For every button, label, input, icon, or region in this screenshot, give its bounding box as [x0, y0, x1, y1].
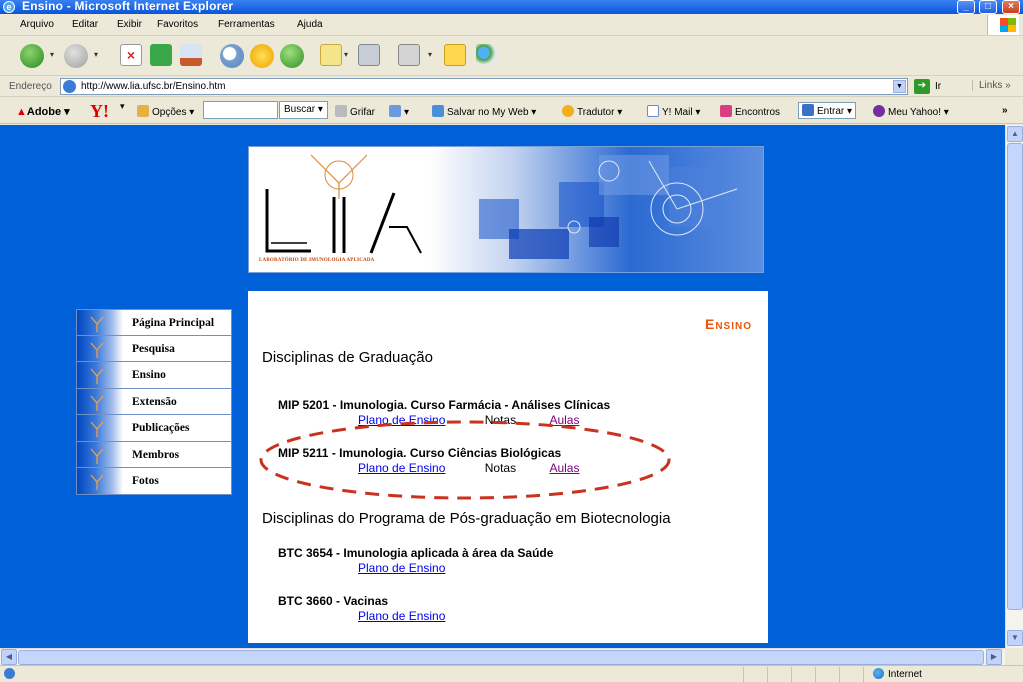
course-title: MIP 5201 - Imunologia. Curso Farmácia - Análises Clínicas	[278, 398, 611, 412]
forward-dropdown-icon[interactable]: ▾	[94, 50, 99, 59]
antibody-icon	[77, 362, 123, 388]
banner-caption: LABORATÓRIO DE IMUNOLOGIA APLICADA	[259, 258, 375, 263]
notas-label: Notas	[484, 461, 517, 475]
folder-icon[interactable]	[444, 44, 466, 66]
vertical-scrollbar[interactable]	[1005, 125, 1023, 648]
horizontal-scrollbar[interactable]	[0, 648, 1005, 665]
globe-icon	[873, 668, 884, 679]
edit-icon[interactable]	[398, 44, 420, 66]
menu-favoritos[interactable]: Favoritos	[157, 19, 199, 30]
print-icon[interactable]	[358, 44, 380, 66]
nav-label: Ensino	[132, 369, 166, 381]
refresh-icon[interactable]	[150, 44, 172, 66]
page-icon	[63, 80, 76, 93]
address-dropdown-icon[interactable]: ▼	[893, 80, 906, 93]
plano-de-ensino-link[interactable]: Plano de Ensino	[358, 413, 446, 427]
ie-icon: e	[3, 1, 15, 13]
antibody-icon	[77, 442, 123, 468]
vertical-scroll-thumb[interactable]	[1007, 143, 1023, 610]
course-links	[358, 461, 579, 475]
address-input[interactable]	[81, 80, 861, 93]
grifar-menu-button[interactable]: ▾	[389, 105, 409, 118]
go-arrow-icon[interactable]: ➔	[914, 79, 930, 94]
zone-indicator: Internet	[873, 668, 922, 680]
signin-icon	[802, 104, 814, 116]
translator-icon	[562, 105, 574, 117]
menu-exibir[interactable]: Exibir	[117, 19, 143, 30]
menu-editar[interactable]: Editar	[72, 19, 99, 30]
content-panel	[248, 291, 768, 643]
highlighter-icon	[335, 105, 347, 117]
home-icon[interactable]	[180, 44, 202, 66]
lia-banner	[248, 146, 764, 273]
address-field[interactable]	[60, 78, 908, 95]
mail-icon[interactable]	[320, 44, 342, 66]
yahoo-toolbar	[0, 97, 1023, 124]
favorites-icon[interactable]	[250, 44, 274, 68]
scroll-down-icon[interactable]: ▼	[1007, 630, 1023, 646]
toolbar-overflow-button[interactable]: »	[1002, 105, 1008, 116]
antibody-icon	[77, 310, 123, 335]
messenger-icon[interactable]	[476, 44, 498, 66]
nav-label: Pesquisa	[132, 342, 175, 355]
plano-de-ensino-link[interactable]: Plano de Ensino	[358, 609, 446, 623]
go-button[interactable]: Ir	[935, 81, 942, 92]
back-dropdown-icon[interactable]: ▾	[50, 50, 55, 59]
window-title: Ensino - Microsoft Internet Explorer	[22, 0, 234, 13]
menu-arquivo[interactable]: Arquivo	[20, 19, 54, 30]
course-title: BTC 3654 - Imunologia aplicada à área da Saúde	[278, 546, 554, 560]
status-bar	[0, 665, 1023, 682]
nav-label: Página Principal	[132, 317, 215, 329]
search-icon[interactable]	[220, 44, 244, 68]
menu-bar	[0, 14, 1023, 36]
antibody-icon	[77, 389, 123, 415]
yahoo-search-input[interactable]	[203, 101, 278, 119]
windows-logo-icon	[987, 15, 1019, 35]
edit-dropdown-icon[interactable]: ▾	[428, 50, 433, 59]
nav-item-pagina-principal[interactable]	[76, 309, 232, 336]
page-status-icon	[4, 668, 15, 679]
address-label: Endereço	[9, 81, 52, 92]
minimize-button[interactable]: _	[957, 0, 975, 14]
nav-item-ensino[interactable]	[76, 362, 232, 389]
envelope-icon	[647, 105, 659, 117]
antibody-icon	[77, 415, 123, 441]
address-bar	[0, 77, 1023, 97]
course-links	[358, 561, 445, 575]
meu-yahoo-button[interactable]: Meu Yahoo! ▾	[873, 105, 949, 118]
heart-icon	[720, 105, 732, 117]
links-button[interactable]: Links »	[972, 80, 1011, 91]
opcoes-button[interactable]: Opções ▾	[137, 105, 194, 118]
forward-icon[interactable]	[64, 44, 88, 68]
aulas-link[interactable]: Aulas	[549, 413, 580, 427]
adobe-button[interactable]: ▲Adobe ▾	[16, 106, 70, 118]
nav-item-membros[interactable]	[76, 442, 232, 469]
history-icon[interactable]	[280, 44, 304, 68]
salvar-button[interactable]: Salvar no My Web ▾	[432, 105, 536, 118]
menu-ajuda[interactable]: Ajuda	[297, 19, 323, 30]
section-title: Ensino	[704, 316, 752, 332]
plano-de-ensino-link[interactable]: Plano de Ensino	[358, 561, 446, 575]
back-icon[interactable]	[20, 44, 44, 68]
nav-label: Membros	[132, 448, 180, 461]
course-links	[358, 609, 445, 623]
scroll-right-icon[interactable]: ▶	[986, 649, 1002, 665]
nav-item-pesquisa[interactable]	[76, 336, 232, 363]
entrar-button[interactable]: Entrar ▾	[798, 102, 856, 119]
save-icon	[432, 105, 444, 117]
pencil-icon	[137, 105, 149, 117]
mail-button[interactable]: Y! Mail ▾	[647, 105, 700, 118]
scroll-up-icon[interactable]: ▲	[1007, 126, 1023, 142]
scroll-left-icon[interactable]: ◀	[1, 649, 17, 665]
buscar-button[interactable]: Buscar ▾	[279, 101, 328, 119]
horizontal-scroll-thumb[interactable]	[18, 650, 984, 665]
yahoo-dropdown-icon[interactable]: ▾	[120, 101, 125, 111]
encontros-button[interactable]: Encontros	[720, 105, 780, 118]
mail-dropdown-icon[interactable]: ▾	[344, 50, 349, 59]
lia-logo-icon	[249, 147, 764, 273]
posgrad-heading: Disciplinas do Programa de Pós-graduação em Biotecnologia	[262, 510, 671, 527]
nav-label: Fotos	[132, 475, 159, 487]
stop-icon[interactable]: ×	[120, 44, 142, 66]
grifar-button[interactable]: Grifar	[335, 105, 375, 118]
nav-label: Publicações	[132, 422, 190, 434]
nav-label: Extensão	[132, 395, 177, 408]
nav-item-extensao[interactable]	[76, 389, 232, 416]
side-nav	[76, 309, 232, 495]
page-viewport	[0, 125, 1005, 648]
tradutor-button[interactable]: Tradutor ▾	[562, 105, 622, 118]
graduacao-heading: Disciplinas de Graduação	[262, 349, 433, 366]
antibody-icon	[77, 336, 123, 362]
title-bar	[0, 0, 1023, 14]
maximize-button[interactable]: □	[979, 0, 997, 14]
course-title: BTC 3660 - Vacinas	[278, 594, 389, 608]
standard-toolbar	[0, 36, 1023, 76]
menu-ferramentas[interactable]: Ferramentas	[218, 19, 275, 30]
aulas-link[interactable]: Aulas	[549, 461, 580, 475]
toolbar-menu-icon	[389, 105, 401, 117]
my-yahoo-icon	[873, 105, 885, 117]
course-title: MIP 5211 - Imunologia. Curso Ciências Biológicas	[278, 446, 562, 460]
nav-item-fotos[interactable]	[76, 468, 232, 495]
course-links	[358, 413, 579, 427]
nav-item-publicacoes[interactable]	[76, 415, 232, 442]
antibody-icon	[77, 468, 123, 494]
notas-label: Notas	[484, 413, 517, 427]
yahoo-logo-button[interactable]: Y!	[90, 101, 109, 121]
plano-de-ensino-link[interactable]: Plano de Ensino	[358, 461, 446, 475]
close-button[interactable]: ×	[1002, 0, 1020, 14]
